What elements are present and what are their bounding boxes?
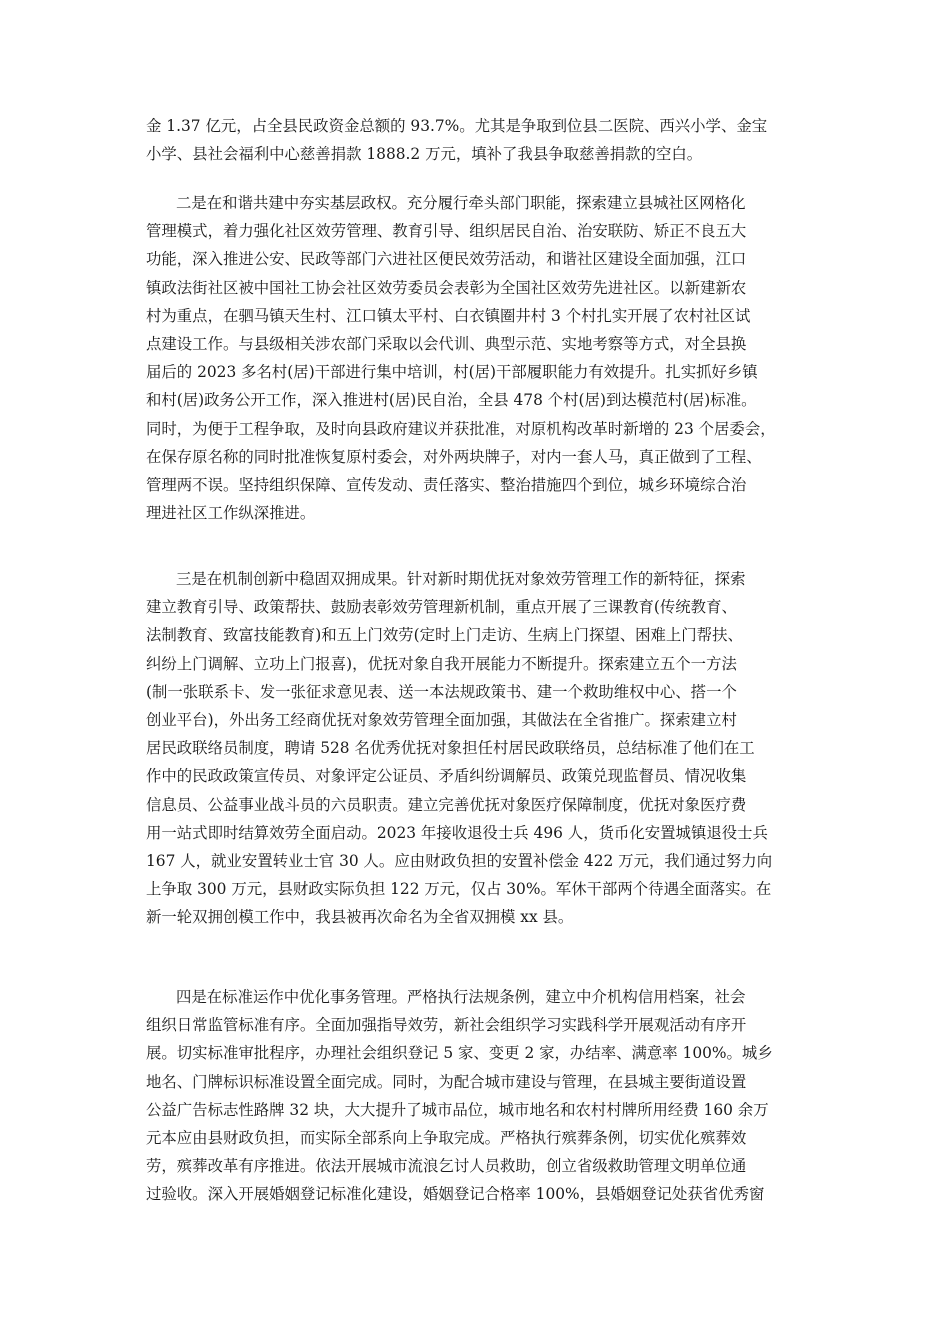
paragraph-point-two	[146, 189, 804, 527]
text-line: 管理模式，着力强化社区效劳管理、教育引导、组织居民自治、治安联防、矫正不良五大	[146, 222, 747, 241]
text-line: 村为重点，在驷马镇天生村、江口镇太平村、白衣镇圈井村 3 个村扎实开展了农村社区试	[146, 306, 751, 325]
text-line: (制一张联系卡、发一张征求意见表、送一本法规政策书、建一个救助维权中心、搭一个	[146, 682, 737, 701]
text-line: 镇政法街社区被中国社工协会社区效劳委员会表彰为全国社区效劳先进社区。以新建新农	[146, 278, 747, 297]
text-line: 用一站式即时结算效劳全面启动。2023 年接收退役士兵 496 人，货币化安置城镇退役士兵	[146, 823, 768, 842]
text-line: 和村(居)政务公开工作，深入推进村(居)民自治，全县 478 个村(居)到达模范村(居)标准。	[146, 391, 757, 410]
text-line: 理进社区工作纵深推进。	[146, 504, 316, 523]
text-line: 劳，殡葬改革有序推进。依法开展城市流浪乞讨人员救助，创立省级救助管理文明单位通	[146, 1157, 747, 1176]
text-line: 法制教育、致富技能教育)和五上门效劳(定时上门走访、生病上门探望、困难上门帮扶、	[146, 626, 743, 645]
text-line: 点建设工作。与县级相关涉农部门采取以会代训、典型示范、实地考察等方式，对全县换	[146, 334, 747, 353]
paragraph-intro-continuation	[146, 112, 804, 168]
text-line: 信息员、公益事业战斗员的六员职责。建立完善优抚对象医疗保障制度，优抚对象医疗费	[146, 795, 747, 814]
text-line: 地名、门牌标识标准设置全面完成。同时，为配合城市建设与管理，在县城主要街道设置	[146, 1072, 747, 1091]
text-line: 功能，深入推进公安、民政等部门六进社区便民效劳活动，和谐社区建设全面加强，江口	[146, 250, 747, 269]
text-line: 创业平台)，外出务工经商优抚对象效劳管理全面加强，其做法在全省推广。探索建立村	[146, 710, 737, 729]
text-line: 金 1.37 亿元，占全县民政资金总额的 93.7%。尤其是争取到位县二医院、西兴小学、金宝	[146, 117, 768, 135]
text-line: 过验收。深入开展婚姻登记标准化建设，婚姻登记合格率 100%，县婚姻登记处获省优秀窗	[146, 1185, 765, 1204]
text-line: 届后的 2023 多名村(居)干部进行集中培训，村(居)干部履职能力有效提升。扎实抓好乡镇	[146, 363, 758, 382]
text-line: 三是在机制创新中稳固双拥成果。针对新时期优抚对象效劳管理工作的新特征，探索	[176, 570, 746, 588]
text-line: 组织日常监管标准有序。全面加强指导效劳，新社会组织学习实践科学开展观活动有序开	[146, 1016, 747, 1035]
text-line: 同时，为便于工程争取，及时向县政府建议并获批准，对原机构改革时新增的 23 个居委会，	[146, 419, 776, 438]
text-line: 纠纷上门调解、立功上门报喜)，优抚对象自我开展能力不断提升。探索建立五个一方法	[146, 654, 737, 673]
text-line: 四是在标准运作中优化事务管理。严格执行法规条例，建立中介机构信用档案，社会	[176, 988, 746, 1006]
text-line: 元本应由县财政负担，而实际全部系向上争取完成。严格执行殡葬条例，切实优化殡葬效	[146, 1128, 747, 1147]
paragraph-point-three	[146, 565, 804, 931]
text-line: 小学、县社会福利中心慈善捐款 1888.2 万元，填补了我县争取慈善捐款的空白。	[146, 145, 703, 164]
paragraph-point-four	[146, 983, 804, 1209]
text-line: 新一轮双拥创模工作中，我县被再次命名为全省双拥模 xx 县。	[146, 908, 574, 927]
text-line: 公益广告标志性路牌 32 块，大大提升了城市品位，城市地名和农村村牌所用经费 160 余万	[146, 1100, 769, 1119]
text-line: 居民政联络员制度，聘请 528 名优秀优抚对象担任村居民政联络员，总结标准了他们在工	[146, 739, 755, 758]
text-line: 在保存原名称的同时批准恢复原村委会，对外两块牌子，对内一套人马，真正做到了工程、	[146, 447, 762, 466]
text-line: 二是在和谐共建中夯实基层政权。充分履行牵头部门职能，探索建立县城社区网格化	[176, 194, 746, 212]
text-line: 管理两不误。坚持组织保障、宣传发动、责任落实、整治措施四个到位，城乡环境综合治	[146, 475, 747, 494]
text-line: 建立教育引导、政策帮扶、鼓励表彰效劳管理新机制，重点开展了三课教育(传统教育、	[146, 598, 737, 617]
text-line: 作中的民政政策宣传员、对象评定公证员、矛盾纠纷调解员、政策兑现监督员、情况收集	[146, 767, 747, 786]
text-line: 上争取 300 万元，县财政实际负担 122 万元，仅占 30%。军休干部两个待遇全面落实。在	[146, 880, 772, 899]
text-line: 167 人，就业安置转业士官 30 人。应由财政负担的安置补偿金 422 万元，我们通过努力向	[146, 851, 773, 870]
text-line: 展。切实标准审批程序，办理社会组织登记 5 家、变更 2 家，办结率、满意率 100%。城乡	[146, 1044, 773, 1063]
